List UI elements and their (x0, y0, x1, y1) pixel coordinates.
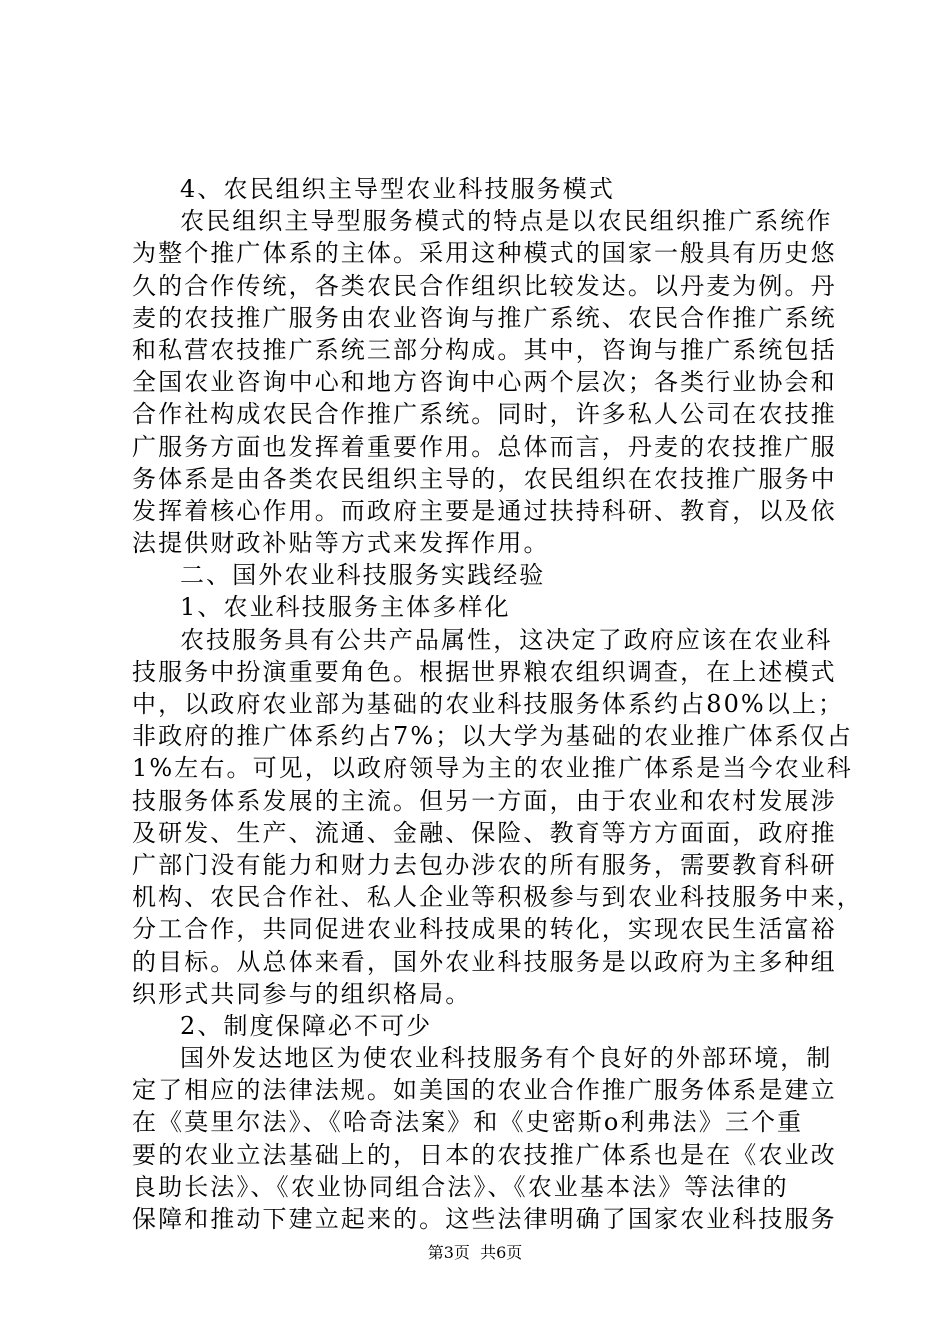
text-line: 机构、农民合作社、私人企业等积极参与到农业科技服务中来， (132, 883, 863, 912)
document-body (132, 173, 863, 1235)
text-line: 在《莫里尔法》、《哈奇法案》和《史密斯ο利弗法》三个重 (132, 1108, 804, 1137)
text-line: 全国农业咨询中心和地方咨询中心两个层次；各类行业协会和 (132, 368, 837, 397)
text-line: 中，以政府农业部为基础的农业科技服务体系约占80%以上； (132, 690, 845, 718)
text-line: 1%左右。可见，以政府领导为主的农业推广体系是当今农业科 (132, 754, 853, 783)
text-line: 广服务方面也发挥着重要作用。总体而言，丹麦的农技推广服 (132, 432, 837, 461)
text-line: 农技服务具有公共产品属性，这决定了政府应该在农业科 (180, 625, 833, 654)
text-line: 二、国外农业科技服务实践经验 (180, 561, 546, 590)
text-line: 及研发、生产、流通、金融、保险、教育等方方面面，政府推 (132, 818, 837, 847)
text-line: 为整个推广体系的主体。采用这种模式的国家一般具有历史悠 (132, 239, 837, 268)
text-line: 良助长法》、《农业协同组合法》、《农业基本法》等法律的 (132, 1172, 789, 1201)
text-line: 的目标。从总体来看，国外农业科技服务是以政府为主多种组 (132, 947, 837, 976)
text-line: 合作社构成农民合作推广系统。同时，许多私人公司在农技推 (132, 400, 837, 429)
text-line: 1、农业科技服务主体多样化 (180, 593, 511, 622)
text-line: 分工合作，共同促进农业科技成果的转化，实现农民生活富裕 (132, 915, 837, 944)
text-line: 和私营农技推广系统三部分构成。其中，咨询与推广系统包括 (132, 335, 837, 364)
text-line: 技服务中扮演重要角色。根据世界粮农组织调查，在上述模式 (132, 657, 837, 686)
text-line: 久的合作传统，各类农民合作组织比较发达。以丹麦为例。丹 (132, 271, 837, 300)
text-line: 广部门没有能力和财力去包办涉农的所有服务，需要教育科研 (132, 850, 837, 879)
text-line: 保障和推动下建立起来的。这些法律明确了国家农业科技服务 (132, 1205, 837, 1233)
page-number: 第3页 共6页 (427, 1243, 523, 1262)
text-line: 国外发达地区为使农业科技服务有个良好的外部环境，制 (180, 1044, 833, 1073)
text-line: 发挥着核心作用。而政府主要是通过扶持科研、教育，以及依 (132, 496, 837, 525)
text-line: 务体系是由各类农民组织主导的，农民组织在农技推广服务中 (132, 464, 837, 493)
text-line: 农民组织主导型服务模式的特点是以农民组织推广系统作 (180, 207, 833, 236)
text-line: 2、制度保障必不可少 (180, 1011, 433, 1040)
text-line: 定了相应的法律法规。如美国的农业合作推广服务体系是建立 (132, 1076, 837, 1105)
text-line: 技服务体系发展的主流。但另一方面，由于农业和农村发展涉 (132, 786, 837, 815)
text-line: 织形式共同参与的组织格局。 (132, 979, 472, 1008)
text-line: 法提供财政补贴等方式来发挥作用。 (132, 529, 550, 558)
text-line: 非政府的推广体系约占7%；以大学为基础的农业推广体系仅占 (132, 722, 853, 751)
text-line: 要的农业立法基础上的，日本的农技推广体系也是在《农业改 (132, 1140, 837, 1169)
text-line: 4、农民组织主导型农业科技服务模式 (180, 175, 615, 203)
text-line: 麦的农技推广服务由农业咨询与推广系统、农民合作推广系统 (132, 303, 837, 332)
